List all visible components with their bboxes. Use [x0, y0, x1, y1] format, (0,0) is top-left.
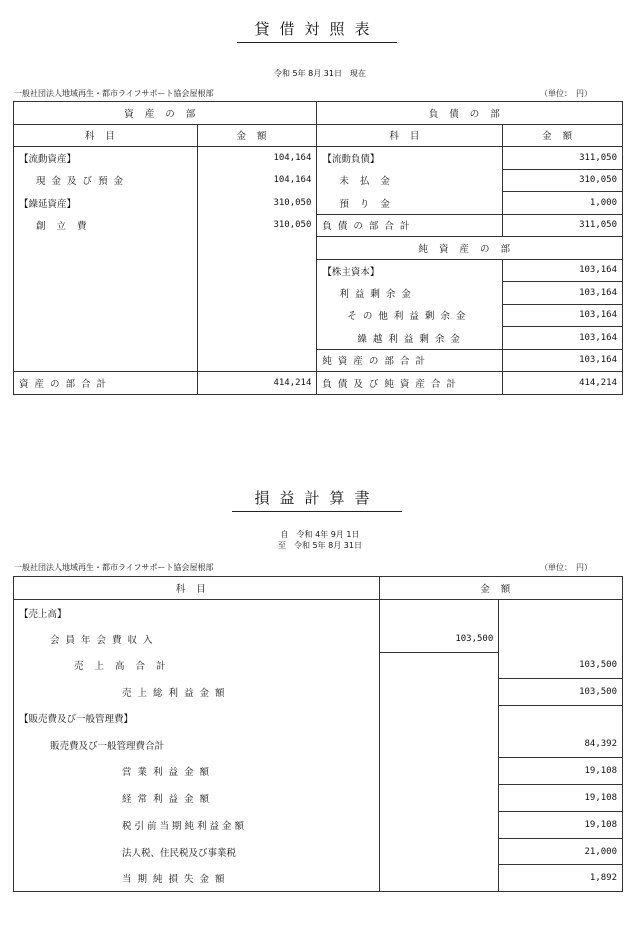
- assets-total-value: 414,214: [197, 372, 317, 395]
- liab-net-total-label: 負債及び純資産合計: [317, 372, 503, 395]
- net-value: 103,164: [503, 259, 623, 282]
- table-row: [14, 304, 623, 327]
- pl-total-value: 19,108: [499, 758, 623, 785]
- asset-value: 104,164: [197, 147, 317, 170]
- pl-total-value: 19,108: [499, 811, 623, 838]
- asset-label: 創立費: [14, 214, 198, 237]
- pl-label: 【売上高】: [14, 600, 380, 626]
- net-label: 【株主資本】: [317, 259, 503, 282]
- liability-value: 310,050: [503, 169, 623, 192]
- liabilities-header: 負債の部: [317, 102, 623, 125]
- col-amount: 金額: [379, 577, 622, 600]
- net-value: 103,164: [503, 304, 623, 327]
- liability-value: 1,000: [503, 192, 623, 215]
- table-row: [14, 758, 623, 785]
- table-row: [14, 147, 623, 170]
- asset-value: 310,050: [197, 192, 317, 215]
- pl-title: 損益計算書: [232, 487, 402, 512]
- table-row: [14, 349, 623, 372]
- asset-value: 104,164: [197, 169, 317, 192]
- net-total-label: 純資産の部合計: [317, 349, 503, 372]
- table-row: [14, 678, 623, 705]
- pl-label: 法人税、住民税及び事業税: [14, 838, 380, 865]
- bs-unit: （単位： 円）: [540, 89, 592, 98]
- table-row: [14, 811, 623, 838]
- table-row: [14, 838, 623, 865]
- table-row: [14, 865, 623, 892]
- table-row: [14, 785, 623, 812]
- col-item: 科目: [14, 124, 198, 147]
- net-value: 103,164: [503, 282, 623, 305]
- pl-label: 経常利益金額: [14, 785, 380, 812]
- asset-label: 【繰延資産】: [14, 192, 198, 215]
- pl-total-value: 21,000: [499, 838, 623, 865]
- table-row: [14, 652, 623, 678]
- pl-label: 販売費及び一般管理費合計: [14, 731, 380, 757]
- net-total-value: 103,164: [503, 349, 623, 372]
- asset-label: 【流動資産】: [14, 147, 198, 170]
- table-row: [14, 731, 623, 757]
- pl-period-from: 自 令和 4年 9月 1日: [280, 530, 360, 539]
- pl-label: 営業利益金額: [14, 758, 380, 785]
- table-row: [14, 237, 623, 260]
- col-item: 科目: [317, 124, 503, 147]
- liab-net-total-value: 414,214: [503, 372, 623, 395]
- assets-header: 資産の部: [14, 102, 317, 125]
- pl-period-to: 至 令和 5年 8月 31日: [278, 541, 362, 550]
- table-row: [14, 626, 623, 652]
- net-assets-header: 純資産の部: [317, 237, 623, 260]
- table-row: [14, 192, 623, 215]
- table-row: [14, 327, 623, 350]
- col-amount: 金額: [503, 124, 623, 147]
- pl-total-value: 1,892: [499, 865, 623, 892]
- assets-total-label: 資産の部合計: [14, 372, 198, 395]
- pl-label: 売上高合計: [14, 652, 380, 678]
- table-row: [14, 169, 623, 192]
- pl-total-value: 103,500: [499, 652, 623, 678]
- table-row: [14, 214, 623, 237]
- asset-value: 310,050: [197, 214, 317, 237]
- table-row: [14, 282, 623, 305]
- pl-label: 【販売費及び一般管理費】: [14, 705, 380, 731]
- col-item: 科目: [14, 577, 380, 600]
- pl-total-value: 19,108: [499, 785, 623, 812]
- table-row: [14, 372, 623, 395]
- liability-label: 【流動負債】: [317, 147, 503, 170]
- income-statement-table: [13, 576, 623, 892]
- bs-org: 一般社団法人地域再生・都市ライフサポート協会屋根部: [14, 89, 214, 98]
- net-label: その他利益剰余金: [317, 304, 503, 327]
- pl-label: 税引前当期純利益金額: [14, 811, 380, 838]
- bs-title: 貸借対照表: [237, 18, 397, 43]
- pl-total-value: 103,500: [499, 678, 623, 705]
- liability-label: 未払金: [317, 169, 503, 192]
- table-row: [14, 600, 623, 626]
- pl-label: 会員年会費収入: [14, 626, 380, 652]
- col-amount: 金額: [197, 124, 317, 147]
- net-label: 繰越利益剰余金: [317, 327, 503, 350]
- pl-org: 一般社団法人地域再生・都市ライフサポート協会屋根部: [14, 563, 214, 572]
- liability-total-value: 311,050: [503, 214, 623, 237]
- liability-value: 311,050: [503, 147, 623, 170]
- net-value: 103,164: [503, 327, 623, 350]
- liability-total-label: 負債の部合計: [317, 214, 503, 237]
- table-row: [14, 705, 623, 731]
- pl-total-value: 84,392: [499, 731, 623, 757]
- bs-date: 令和 5年 8月 31日 現在: [274, 69, 366, 78]
- pl-unit: （単位： 円）: [540, 563, 592, 572]
- liability-label: 預り金: [317, 192, 503, 215]
- pl-label: 売上総利益金額: [14, 678, 380, 705]
- net-label: 利益剰余金: [317, 282, 503, 305]
- table-row: [14, 259, 623, 282]
- asset-label: 現金及び預金: [14, 169, 198, 192]
- pl-sub-value: 103,500: [379, 626, 499, 652]
- pl-label: 当期純損失金額: [14, 865, 380, 892]
- balance-sheet-table: [13, 101, 623, 395]
